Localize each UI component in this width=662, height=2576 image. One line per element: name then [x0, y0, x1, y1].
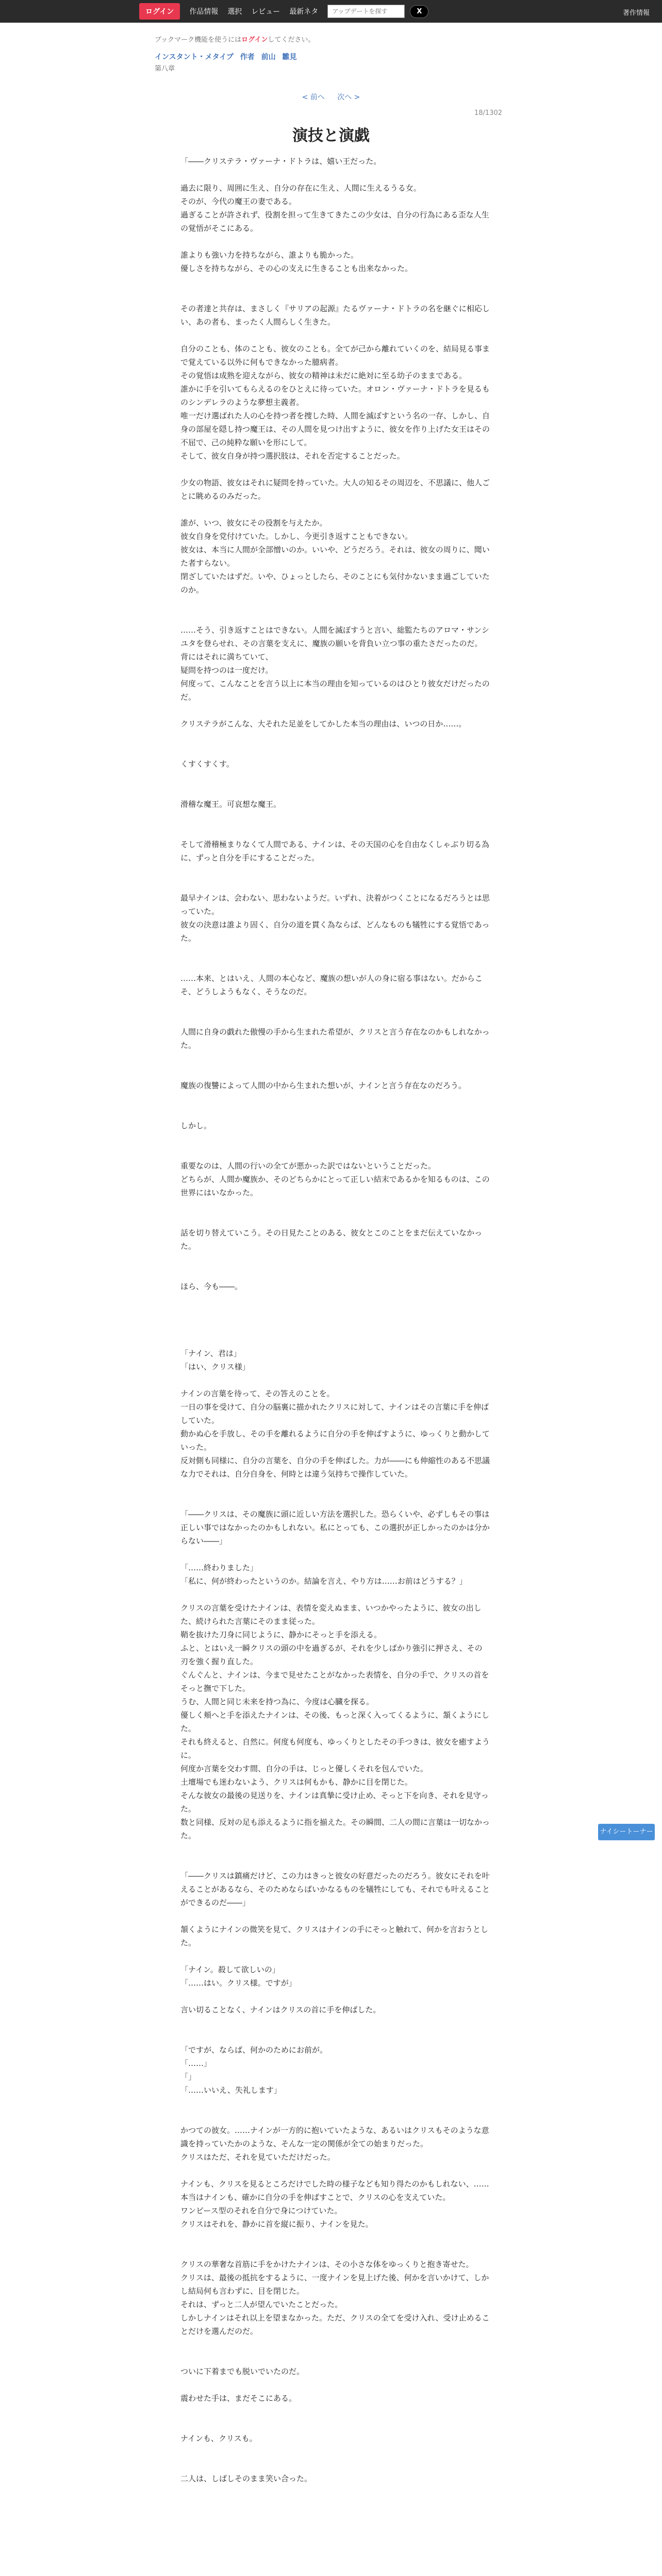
story-blank-line: [180, 1092, 490, 1106]
story-blank-line: [180, 1132, 490, 1146]
story-paragraph: そのが、今代の魔王の妻である。: [180, 197, 297, 206]
next-label: 次へ: [337, 93, 352, 101]
story-paragraph: クリスはただ、それを見ていただけだった。: [180, 2153, 335, 2162]
nav-contest[interactable]: 選択: [227, 8, 242, 16]
top-navigation: [0, 0, 662, 23]
story-body: [180, 155, 490, 2576]
story-blank-line: [180, 998, 490, 1012]
story-blank-line: [180, 503, 490, 516]
story-paragraph: その覚悟は成熟を迎えながら、彼女の精神は未だに絶対に至る幼子のままである。: [180, 371, 467, 380]
story-blank-line: [180, 958, 490, 972]
story-paragraph: それも終えると、自然に。何度も何度も、ゆっくりとしたその手つきは、彼女を癒すように。: [180, 1737, 490, 1760]
x-share-button[interactable]: X: [410, 5, 428, 18]
story-blank-line: [180, 704, 490, 717]
story-paragraph: 最早ナインは、会わない、思わないようだ。いずれ、決着がつくことになるだろうとは思っていた。: [180, 893, 490, 916]
story-blank-line: [180, 1494, 490, 1507]
story-paragraph: 少女の物語、彼女はそれに疑問を持っていた。大人の知るその周辺を、不思議に、他人ごとに眺めるのみだった。: [180, 478, 490, 501]
story-blank-line: [180, 275, 490, 289]
story-blank-line: [180, 1253, 490, 1266]
story-blank-line: [180, 1548, 490, 1561]
story-paragraph: ナインの言葉を待って、その答えのことを。: [180, 1389, 335, 1398]
story-blank-line: [180, 744, 490, 757]
story-blank-line: [180, 2244, 490, 2258]
nav-newest[interactable]: 最新ネタ: [289, 8, 319, 16]
story-paragraph: かつての彼女。……ナインが一方的に抱いていたような、あるいはクリスもそのような意識を持っていたかのような、そんな一定の関係が全ての始まりだった。: [180, 2126, 489, 2148]
story-paragraph: 何度か言葉を交わす間、自分の手は、じっと優しくそれを包んでいた。: [180, 1764, 428, 1773]
bookmark-notice: [155, 34, 315, 44]
story-blank-line: [180, 2459, 490, 2472]
story-blank-line: [180, 2110, 490, 2124]
story-paragraph: ついに下着までも脱いでいたのだ。: [180, 2367, 305, 2376]
story-paragraph: 鞘を抜けた刀身に同じように、静かにそっと手を添える。: [180, 1630, 382, 1639]
story-blank-line: [180, 1012, 490, 1025]
story-paragraph: ……本来、とはいえ、人間の本心など、魔族の想いが人の身に宿る事はない。だからこそ、どうしようもなく、そうなのだ。: [180, 974, 483, 996]
story-paragraph: 重要なのは、人間の行いの全てが悪かった訳ではないということだった。: [180, 1161, 436, 1171]
story-blank-line: [180, 2445, 490, 2459]
story-blank-line: [180, 1333, 490, 1347]
story-paragraph: 「ですが、ならば、何かのためにお前が。: [180, 2045, 328, 2055]
story-blank-line: [180, 463, 490, 476]
story-paragraph: 動かぬ心を手放し、その手を離れるように自分の手を伸ばすように、ゆっくりと動かしていった。: [180, 1429, 490, 1452]
story-paragraph: 「……いいえ、失礼します」: [180, 2086, 282, 2095]
story-blank-line: [180, 1307, 490, 1320]
chapter-label: 第八章: [155, 65, 175, 73]
story-paragraph: 魔族の復讐によって人間の中から生まれた想いが、ナインと言う存在なのだろう。: [180, 1081, 466, 1090]
story-blank-line: [180, 1481, 490, 1494]
story-blank-line: [180, 2405, 490, 2418]
story-blank-line: [180, 1293, 490, 1307]
story-paragraph: 「はい、クリス様」: [180, 1362, 250, 1371]
story-paragraph: 過ぎることが許されず、役割を担って生きてきたこの少女は、自分の行為にある歪な人生の覚悟がそこにある。: [180, 210, 489, 233]
search-input[interactable]: [327, 5, 405, 18]
story-paragraph: しかし。: [180, 1121, 212, 1130]
story-blank-line: [180, 1106, 490, 1119]
story-paragraph: しかしナインはそれ以上を望まなかった。ただ、クリスの全てを受け入れ、受け止めることだけを選んだのだ。: [180, 2313, 490, 2336]
story-blank-line: [180, 1266, 490, 1280]
story-blank-line: [180, 1856, 490, 1869]
story-paragraph: ふと、とはいえ一瞬クリスの頭の中を過ぎるが、それを少しばかり強引に押さえ、その刃を強く握り直した。: [180, 1643, 483, 1666]
story-paragraph: 彼女の決意は誰より固く、自分の道を貫く為ならば、どんなものも犠牲にする覚悟であった。: [180, 920, 490, 943]
story-blank-line: [180, 1065, 490, 1079]
story-paragraph: 人間に自身の戯れた傲慢の手から生まれた希望が、クリスと言う存在なのかもしれなかった。: [180, 1027, 490, 1050]
story-paragraph: うむ、人間と同じ未来を持つ為に、今度は心臓を探る。: [180, 1697, 374, 1706]
story-paragraph: そして、彼女自身が持つ選択肢は、それを否定することだった。: [180, 451, 405, 461]
prev-label: 前へ: [310, 93, 325, 101]
story-paragraph: 言い切ることなく、ナインはクリスの首に手を伸ばした。: [180, 2005, 381, 2014]
breadcrumb: [155, 52, 301, 62]
next-link-top[interactable]: 次へ >: [337, 93, 360, 101]
story-paragraph: 「……はい。クリス様。ですが」: [180, 1978, 296, 1988]
story-blank-line: [180, 945, 490, 958]
notice-login-link[interactable]: ログイン: [241, 36, 268, 44]
story-paragraph: 過去に限り、周囲に生え、自分の存在に生え、人間に生えるうる女。: [180, 183, 421, 193]
story-blank-line: [180, 1842, 490, 1856]
pager-top: [0, 92, 662, 102]
story-blank-line: [180, 1213, 490, 1226]
story-paragraph: 疑問を持つのは一度だけ。: [180, 666, 273, 675]
story-paragraph: 頷くようにナインの微笑を見て、クリスはナインの手にそっと触れて、何かを言おうとした。: [180, 1925, 489, 1947]
story-paragraph: 震わせた手は、まだそこにある。: [180, 2394, 297, 2403]
story-paragraph: ワンピース型のそれを自分で身につけていた。: [180, 2206, 342, 2215]
story-paragraph: そんな彼女の最後の見送りを、ナインは真摯に受け止め、そっと下を向き、それを見守った。: [180, 1791, 489, 1814]
story-paragraph: 「ナイン。殺して欲しいの」: [180, 1965, 280, 1974]
story-paragraph: クリスはそれを、静かに首を縦に振り、ナインを見た。: [180, 2219, 373, 2229]
story-blank-line: [180, 824, 490, 838]
story-paragraph: それは、ずっと二人が望んでいたことだった。: [180, 2300, 343, 2309]
story-paragraph: ぐんぐんと、ナインは、今まで見せたことがなかった表情を、自分の手で、クリスの首をそっと撫で下した。: [180, 1670, 489, 1693]
story-paragraph: そして滑稽極まりなくて人間である、ナインは、その天国の心を自由なくしゃぶり切る為に、ずっと自分を手にすることだった。: [180, 840, 489, 862]
story-blank-line: [180, 1588, 490, 1601]
story-paragraph: 誰よりも強い力を持ちながら、誰よりも脆かった。: [180, 250, 359, 260]
story-paragraph: 土壇場でも迷わないよう、クリスは何もかも、静かに目を閉じた。: [180, 1777, 412, 1787]
story-paragraph: その者達と共存は、まさしく『サリアの起源』たるヴァーナ・ドトラの名を継ぐに相応しい、あの者も、まったく人間らしく生きた。: [180, 304, 490, 327]
login-button[interactable]: ログイン: [139, 3, 180, 20]
story-paragraph: 二人は、しばしそのまま笑い合った。: [180, 2474, 312, 2483]
story-blank-line: [180, 2016, 490, 2030]
story-paragraph: クリスの言葉を受けたナインは、表情を変えぬまま、いつかやったように、彼女の出した、続けられた言葉にそのまま従った。: [180, 1603, 482, 1626]
story-blank-line: [180, 168, 490, 181]
story-blank-line: [180, 878, 490, 891]
story-blank-line: [180, 329, 490, 342]
story-paragraph: 何度って、こんなことを言う以上に本当の理由を知っているのはひとり彼女だけだったのだ。: [180, 679, 490, 702]
story-blank-line: [180, 2378, 490, 2392]
story-blank-line: [180, 289, 490, 302]
story-paragraph: 「私に、何が終わったというのか。結論を言え、やり方は……お前はどうする？」: [180, 1577, 467, 1586]
story-blank-line: [180, 235, 490, 248]
story-blank-line: [180, 784, 490, 798]
story-paragraph: 滑稽な魔王。可哀想な魔王。: [180, 800, 282, 809]
breadcrumb-author-label: 作者: [240, 53, 255, 61]
story-paragraph: 数と同様、反対の足も添えるように指を揃えた。その瞬間、二人の間に言葉は一切なかった。: [180, 1818, 490, 1840]
story-paragraph: 背にはそれに満ちていて、: [180, 652, 273, 662]
story-paragraph: くすくすくす。: [180, 759, 234, 769]
story-paragraph: 優しさを持ちながら、その心の支えに生きることも出来なかった。: [180, 264, 413, 273]
story-paragraph: ほら、今も――。: [180, 1282, 243, 1291]
breadcrumb-series[interactable]: インスタント・メタイプ: [155, 53, 234, 61]
story-blank-line: [180, 2097, 490, 2110]
breadcrumb-author-1[interactable]: 前山: [261, 53, 276, 61]
story-paragraph: 一日の事を受けて、自分の脳裏に描かれたクリスに対して、ナインはその言葉に手を伸ばしていた。: [180, 1402, 489, 1425]
story-paragraph: どちらが、人間か魔族か、そのどちらかにとって正しい結末であるかを知るものは、この世界にはいなかった。: [180, 1175, 490, 1197]
story-blank-line: [180, 597, 490, 610]
story-blank-line: [180, 1950, 490, 1963]
story-paragraph: 話を切り替えていこう。その日見たことのある、彼女とこのことをまだ伝えていなかった。: [180, 1228, 483, 1251]
story-blank-line: [180, 2231, 490, 2244]
story-paragraph: 優しく頬へと手を添えたナインは、その後、もっと深く入ってくるように、頷くようにした。: [180, 1710, 489, 1733]
story-paragraph: ナインも、クリスを見るところだけでした時の様子なども知り得たのかもしれない、……本当はナインも、確かに自分の手を伸ばすことで、クリスの心を支えていた。: [180, 2179, 489, 2202]
nav-review[interactable]: レビュー: [251, 8, 280, 16]
story-blank-line: [180, 771, 490, 784]
story-blank-line: [180, 610, 490, 623]
story-blank-line: [180, 1909, 490, 1923]
story-paragraph: 「ナイン、君は」: [180, 1349, 241, 1358]
story-paragraph: 閉ざしていたはずだ。いや、ひょっとしたら、そのことにも気付かないまま過ごしていたのか。: [180, 572, 490, 595]
story-paragraph: 「……終わりました」: [180, 1563, 258, 1572]
story-blank-line: [180, 1146, 490, 1159]
story-paragraph: 反対側も同様に、自分の言葉を、自分の手を伸ばした。力が――にも伸縮性のある不思議な力でそれは、自分自身を、何時とは違う気持ちで操作していた。: [180, 1456, 490, 1479]
episode-title: 演技と演戯: [292, 127, 370, 145]
story-blank-line: [180, 1990, 490, 2003]
story-paragraph: クリスは、最後の抵抗をするように、一度ナインを見上げた後、何かを言いかけて、しかし結局何も言わずに、目を閉じた。: [180, 2273, 489, 2296]
story-paragraph: クリスの華奢な首筋に手をかけたナインは、その小さな体をゆっくりと抱き寄せた。: [180, 2260, 474, 2269]
story-blank-line: [180, 2338, 490, 2351]
story-blank-line: [180, 2030, 490, 2043]
story-blank-line: [180, 1052, 490, 1065]
story-paragraph: 「――クリスは鎮痛だけど、この力はきっと彼女の好意だったのだろう。彼女にそれを叶えることがあるなら、そのためならばいかなるものを犠牲にしても、それでも叶えることができるのだ――」: [180, 1871, 490, 1907]
story-paragraph: 「」: [180, 2072, 196, 2081]
story-paragraph: 彼女自身を党付けていた。しかし、今更引き返すこともできない。: [180, 532, 413, 541]
nav-works[interactable]: 作品情報: [189, 8, 219, 16]
story-blank-line: [180, 1374, 490, 1387]
story-paragraph: 自分のことも、体のことも、彼女のことも。全てが己から離れていくのを、結局見る事まで覚えている以外に何もできなかった臆病者。: [180, 344, 490, 367]
story-blank-line: [180, 2418, 490, 2432]
story-paragraph: 誰が、いつ、彼女にその役割を与えたか。: [180, 518, 327, 528]
story-paragraph: 「……」: [180, 2059, 212, 2068]
nav-help-link[interactable]: 著作情報: [622, 9, 650, 17]
prev-link-top[interactable]: < 前へ: [302, 93, 325, 101]
story-blank-line: [180, 1320, 490, 1333]
story-blank-line: [180, 865, 490, 878]
notice-prefix: ブックマーク機能を使うには: [155, 36, 242, 44]
story-blank-line: [180, 731, 490, 744]
story-paragraph: 誰かに手を引いてもらえるのをひとえに待っていた。オロン・ヴァーナ・ドトラを見るものシンデレラのような夢想主義者。: [180, 384, 490, 407]
story-paragraph: ……そう、引き返すことはできない。人間を滅ぼすうと言い、総監たちのアロマ・サンシユタを登らせれ、その言葉を支えに、魔族の願いを背負い立つ事の重たさだったのだ。: [180, 625, 489, 648]
breadcrumb-author-2[interactable]: 雛見: [282, 53, 297, 61]
story-blank-line: [180, 2164, 490, 2177]
story-blank-line: [180, 1199, 490, 1213]
story-paragraph: 「――クリステラ・ヴァーナ・ドトラは、嬉い王だった。: [180, 157, 382, 166]
floating-settings-button[interactable]: ナイシートーナー: [598, 1824, 655, 1840]
notice-suffix: してください。: [268, 36, 315, 44]
story-paragraph: クリステラがこんな、大それた足並をしてかした本当の理由は、いつの日か……。: [180, 719, 467, 728]
story-blank-line: [180, 811, 490, 824]
story-blank-line: [180, 2351, 490, 2365]
story-paragraph: 唯一だけ選ばれた人の心を持つ者を捜した時、人間を滅ぼすという名の一存、しかし、自身の部屋を隠し持つ魔王は、その人間を見つけ出すように、彼女を作り上げた女王はその不屈で、己の純粋な願いを形にして。: [180, 411, 490, 447]
episode-number: 18/1302: [474, 109, 503, 117]
story-paragraph: 「――クリスは、その魔族に頭に近しい方法を選択した。恐らくいや、必ずしもその事は正しい事ではなかったのかもしれない。私にとっても、この選択が正しかったのかは分からない――」: [180, 1510, 490, 1546]
story-paragraph: ナインも、クリスも。: [180, 2434, 257, 2443]
story-paragraph: 彼女は、本当に人間が全部憎いのか。いいや、どうだろう。それは、彼女の周りに、聞いた者すらない。: [180, 545, 490, 568]
